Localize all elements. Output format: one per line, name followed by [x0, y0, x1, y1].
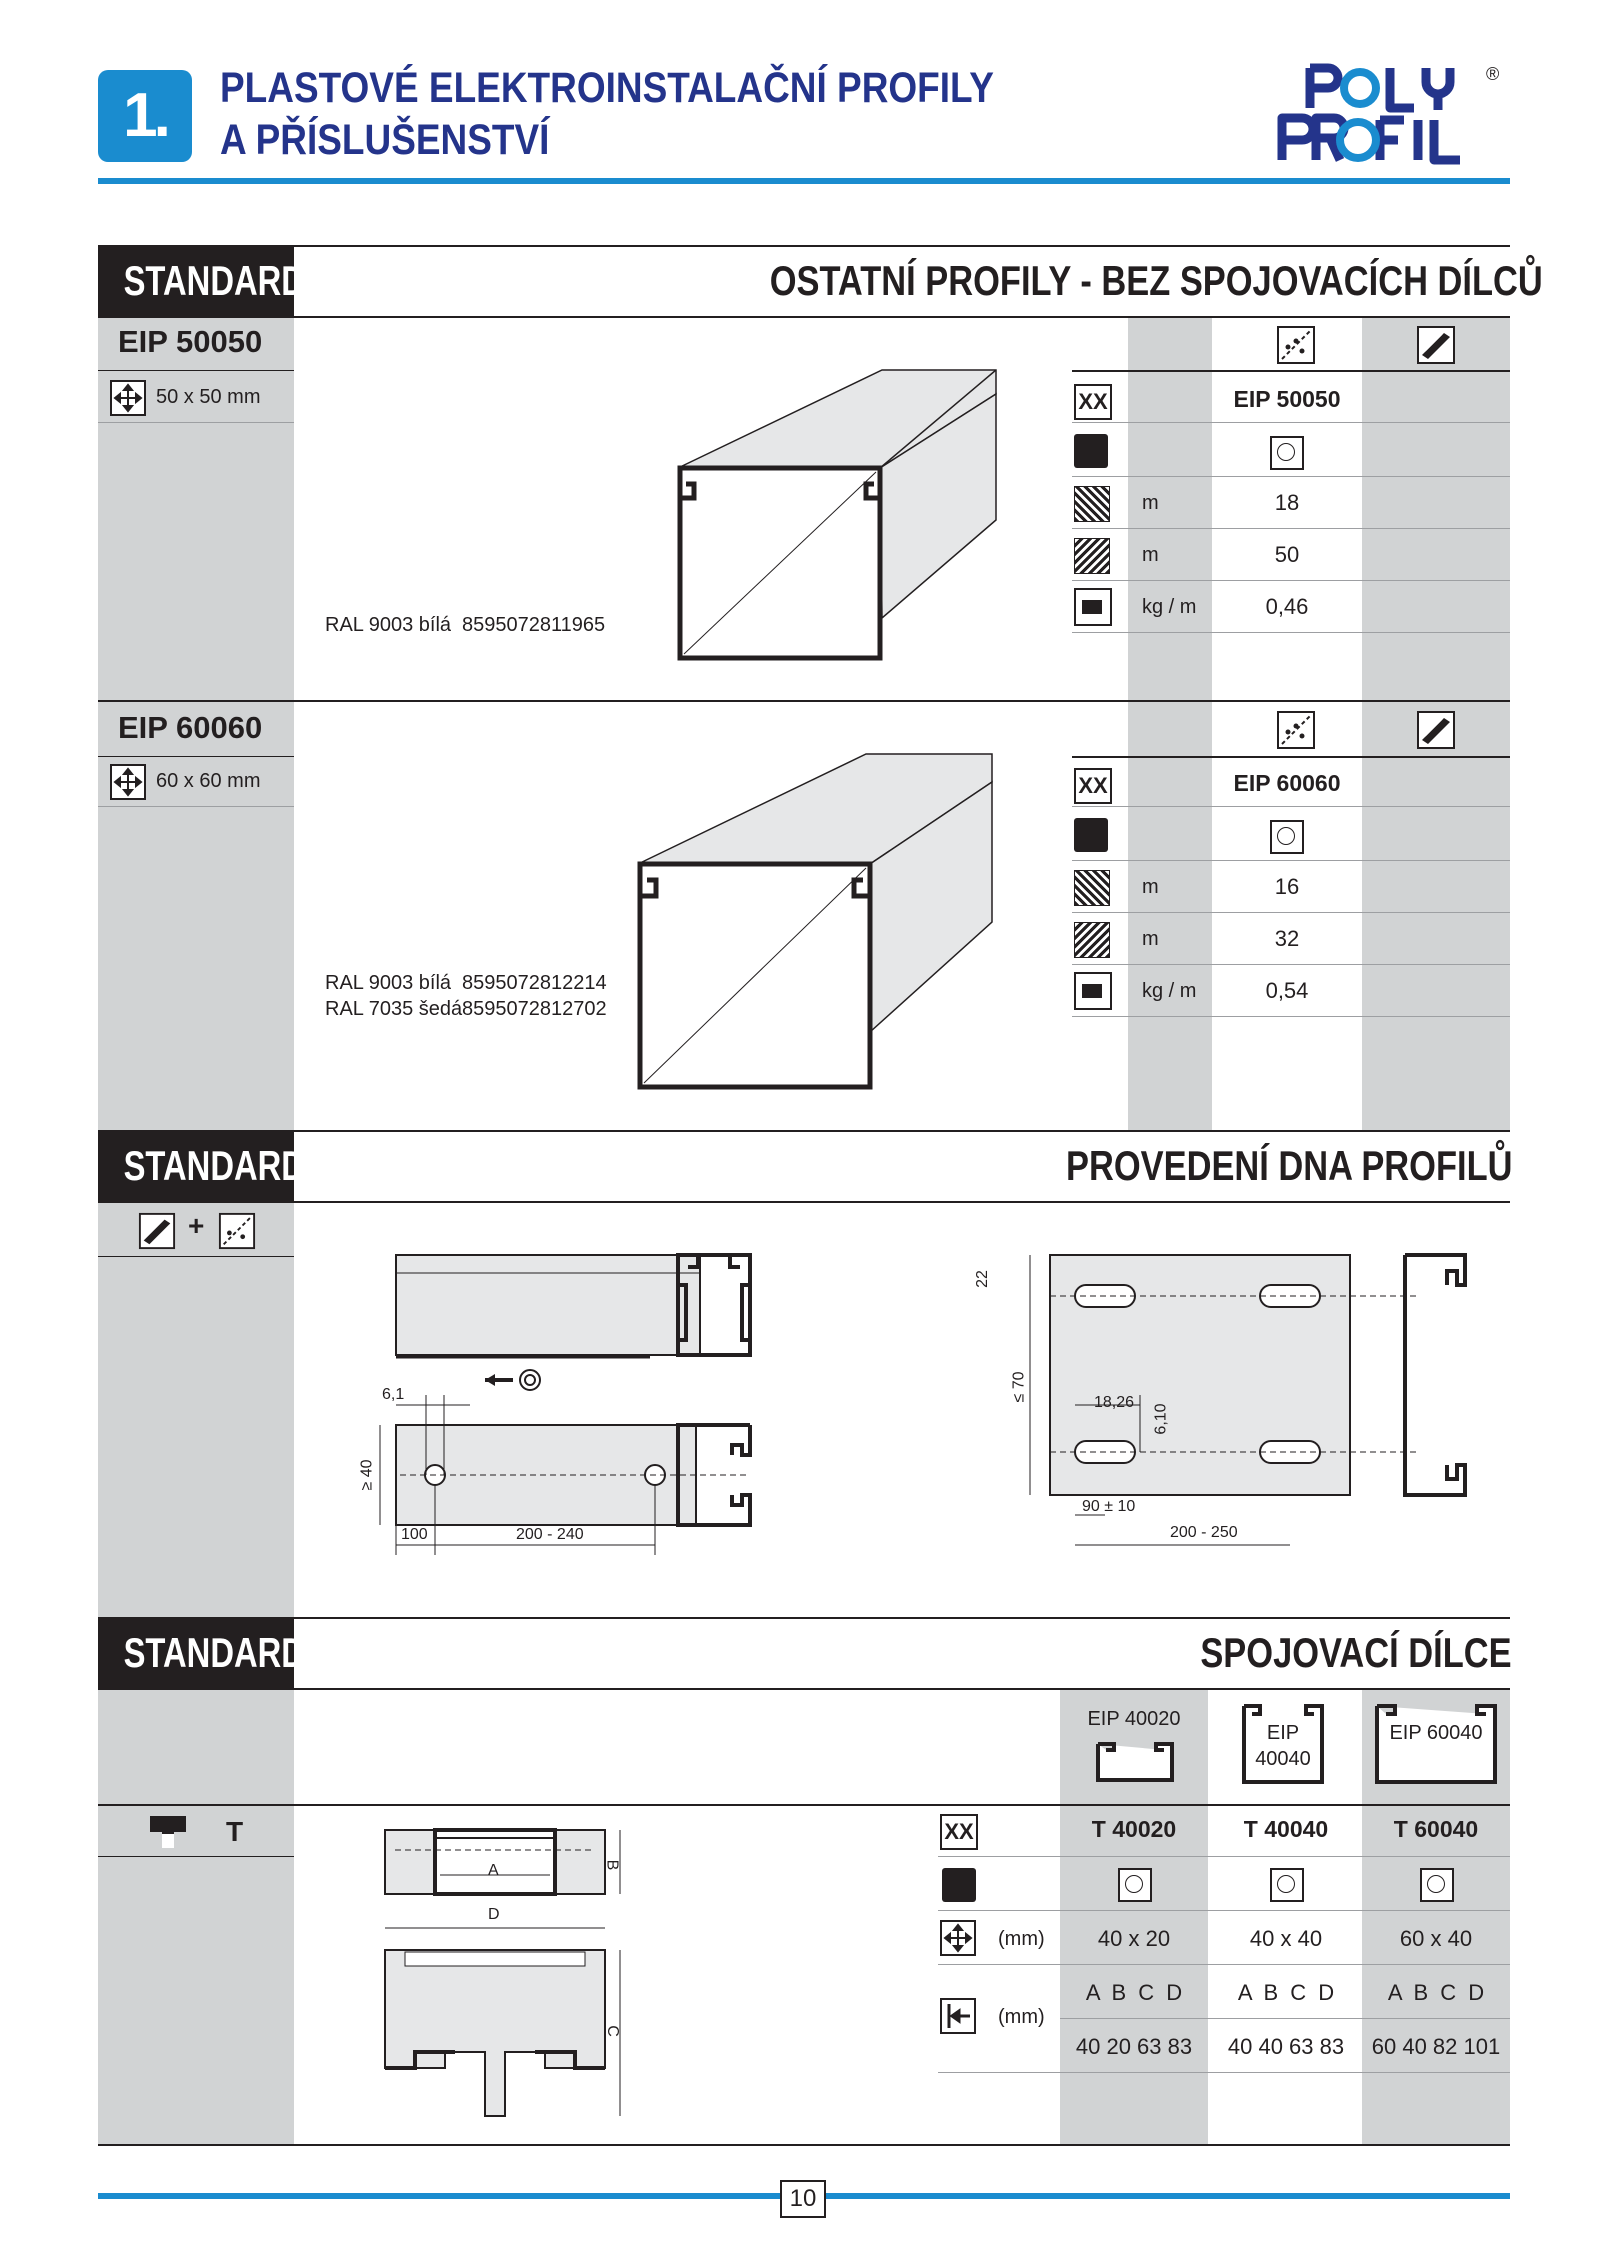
material-value-icon-3 [1420, 1868, 1454, 1902]
row-w-unit: kg / m [1142, 596, 1197, 618]
material-value-icon [1270, 436, 1304, 470]
section2-title-rule [98, 1201, 1510, 1203]
profile-drawing-eip60060 [630, 752, 1000, 1092]
product1-code: EIP 50050 [1233, 386, 1341, 412]
variant-dim-1: 40 x 20 [1097, 1926, 1171, 1951]
table3-rule-4 [1060, 2018, 1510, 2019]
dim-6-1: 6,1 [382, 1386, 405, 1403]
row-f-unit: m [1142, 492, 1159, 514]
section3-title-rule [98, 1688, 1510, 1690]
code-icon: XX [940, 1814, 978, 1850]
section1-top-rule [98, 245, 1510, 247]
drawing-label-b: B [603, 1859, 621, 1871]
perforation-drawing-b [990, 1245, 1510, 1565]
abcd-header-3: A B C D [1387, 1980, 1485, 2005]
variant-dim-3: 60 x 40 [1399, 1926, 1473, 1951]
page-title-line2: A PŘÍSLUŠENSTVÍ [220, 116, 550, 164]
dim-le-70: ≤ 70 [1010, 1371, 1028, 1403]
product2-dim-rule [98, 806, 294, 807]
perforated-bottom-icon [1276, 325, 1316, 365]
product2-dimension: 60 x 60 mm [156, 770, 261, 792]
solid-bottom-icon [138, 1212, 176, 1250]
row-f-unit: m [1142, 876, 1159, 898]
material-icon [1074, 434, 1108, 468]
table1-row-rule [1072, 422, 1510, 423]
drawing-label-c: C [603, 2025, 621, 2037]
variant-code-1: T 40020 [1091, 1816, 1177, 1842]
material-value-icon [1270, 820, 1304, 854]
product2-name-rule [98, 756, 294, 757]
table3-rule-1 [938, 1856, 1510, 1857]
table3-rule-3 [938, 1964, 1510, 1965]
dimension-icon [110, 380, 146, 416]
product2-ral-ean-1: 8595072812214 [462, 972, 607, 994]
material-icon [942, 1868, 976, 1902]
product1-dim-rule [98, 422, 294, 423]
abcd-values-1: 40 20 63 83 [1075, 2034, 1193, 2059]
drawing-label-a: A [488, 1862, 499, 1879]
left-grey-column-3 [98, 1690, 294, 2144]
perforated-bottom-icon [218, 1212, 256, 1250]
part-name: T [226, 1816, 244, 1847]
standard-badge-3: STANDARD [98, 1617, 294, 1689]
left-grey-column-2 [98, 1203, 294, 1617]
row-k-value: 32 [1274, 926, 1300, 951]
perforation-drawing-a [350, 1245, 870, 1565]
product-name-1: EIP 50050 [118, 324, 263, 359]
solid-bottom-icon [1416, 710, 1456, 750]
dim-200-240: 200 - 240 [516, 1526, 584, 1543]
variant-code-2: T 40040 [1243, 1816, 1329, 1842]
weight-icon [1074, 588, 1112, 626]
product-name-2: EIP 60060 [118, 710, 263, 745]
section2-title: PROVEDENÍ DNA PROFILŮ [1065, 1142, 1512, 1189]
standard-badge-2: STANDARD [98, 1130, 294, 1202]
row-k-unit: m [1142, 544, 1159, 566]
solid-bottom-icon [1416, 325, 1456, 365]
abcd-unit: (mm) [998, 2006, 1045, 2028]
part-name-rule [98, 1856, 294, 1857]
row-w-value: 0,46 [1265, 594, 1309, 619]
drawing-label-d: D [488, 1906, 500, 1923]
product1-name-rule [98, 370, 294, 371]
section2-top-rule [98, 1130, 1510, 1132]
pack-k-icon [1074, 922, 1110, 958]
variant-label-1: EIP 40020 [1087, 1708, 1181, 1730]
section1-title-rule [98, 316, 1510, 318]
dimension-abcd-icon [940, 1998, 976, 2034]
product2-property-rows [1072, 808, 1510, 1018]
t-piece-icon [148, 1814, 188, 1850]
variant-dim-2: 40 x 40 [1249, 1926, 1323, 1951]
section3-bottom-rule [98, 2144, 1510, 2146]
abcd-header-1: A B C D [1085, 1980, 1183, 2005]
dim-200-250: 200 - 250 [1170, 1524, 1238, 1541]
page-number: 10 [780, 2180, 826, 2218]
product1-ral-color: RAL 9003 bílá [325, 614, 452, 636]
table3-rule-5 [938, 2072, 1510, 2073]
abcd-values-3: 60 40 82 101 [1371, 2034, 1501, 2059]
dim-100: 100 [401, 1526, 428, 1543]
table2-row-rule [1072, 806, 1510, 807]
dim-22: 22 [973, 1270, 991, 1288]
code-icon: XX [1074, 768, 1112, 804]
section2-left-rule [98, 1256, 294, 1257]
row-w-value: 0,54 [1265, 978, 1309, 1003]
polyprofil-logo [1270, 60, 1510, 170]
dim-6-10: 6,10 [1152, 1403, 1170, 1435]
pack-k-icon [1074, 538, 1110, 574]
dim-ge-40: ≥ 40 [358, 1459, 376, 1491]
abcd-values-2: 40 40 63 83 [1227, 2034, 1345, 2059]
dim-90-10: 90 ± 10 [1082, 1498, 1136, 1515]
material-value-icon-2 [1270, 1868, 1304, 1902]
header-rule [98, 178, 1510, 184]
product2-ral-ean-2: 8595072812702 [462, 998, 607, 1020]
row-f-value: 18 [1274, 490, 1300, 515]
logo-registered: ® [1486, 64, 1500, 84]
section3-table-rule [98, 1804, 1510, 1806]
table2-header-rule [1072, 756, 1510, 758]
chapter-badge: 1. [98, 70, 192, 162]
material-value-icon-1 [1118, 1868, 1152, 1902]
page-title [220, 62, 994, 166]
perforated-bottom-icon [1276, 710, 1316, 750]
code-icon: XX [1074, 384, 1112, 420]
profile-icon-40020 [1094, 1740, 1176, 1784]
section3-top-rule [98, 1617, 1510, 1619]
row-f-value: 16 [1274, 874, 1300, 899]
material-icon [1074, 818, 1108, 852]
product2-top-rule [98, 700, 1510, 702]
abcd-header-2: A B C D [1237, 1980, 1335, 2005]
product1-dimension: 50 x 50 mm [156, 386, 261, 408]
row-w-unit: kg / m [1142, 980, 1197, 1002]
variant-label-3: EIP 60040 [1389, 1722, 1483, 1744]
product2-ral-color-1: RAL 9003 bílá [325, 972, 452, 994]
dimension-icon [110, 764, 146, 800]
product1-ral-ean: 8595072811965 [462, 614, 606, 636]
section3-title: SPOJOVACÍ DÍLCE [1200, 1629, 1512, 1676]
product2-code: EIP 60060 [1233, 770, 1341, 796]
dim-unit: (mm) [998, 1928, 1045, 1950]
row-k-value: 50 [1274, 542, 1300, 567]
section1-title: OSTATNÍ PROFILY - BEZ SPOJOVACÍCH DÍLCŮ [769, 257, 1543, 304]
standard-badge-1: STANDARD [98, 245, 294, 317]
dim-18-26: 18,26 [1094, 1394, 1135, 1411]
weight-icon [1074, 972, 1112, 1010]
pack-f-icon [1074, 870, 1110, 906]
product2-ral-color-2: RAL 7035 šedá [325, 998, 463, 1020]
page-title-line1: PLASTOVÉ ELEKTROINSTALAČNÍ PROFILY [220, 64, 994, 112]
pack-f-icon [1074, 486, 1110, 522]
dimension-icon [940, 1920, 976, 1956]
plus-sign: + [188, 1210, 205, 1241]
table1-header-rule [1072, 370, 1510, 372]
variant-label-2: EIP 40040 [1255, 1722, 1311, 1770]
profile-drawing-eip50050 [670, 368, 1000, 673]
variant-code-3: T 60040 [1393, 1816, 1479, 1842]
product1-property-rows [1072, 424, 1510, 634]
row-k-unit: m [1142, 928, 1159, 950]
table3-rule-2 [938, 1910, 1510, 1911]
